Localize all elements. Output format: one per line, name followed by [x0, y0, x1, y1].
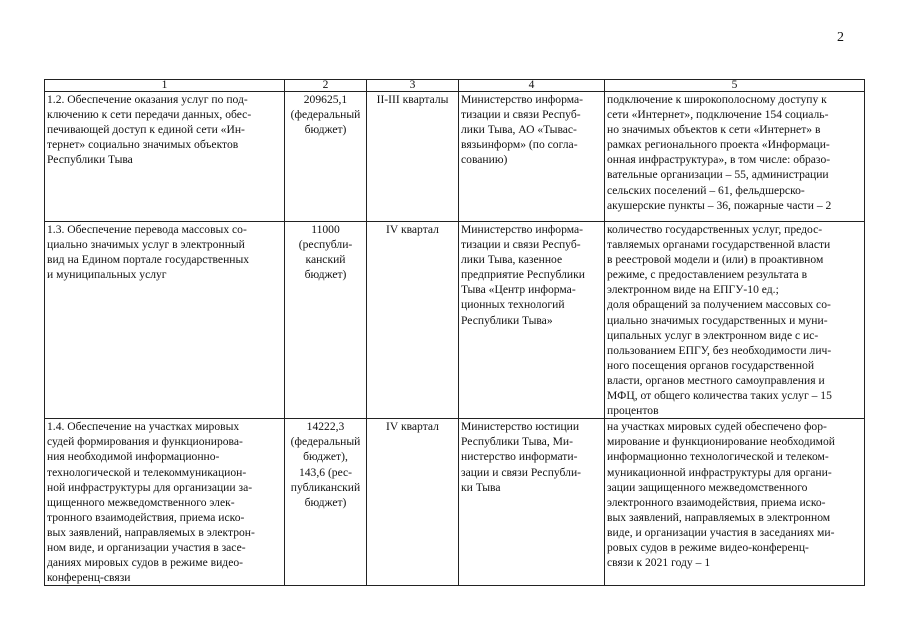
header-col-5: 5	[605, 80, 865, 92]
text-line: бюджет)	[304, 495, 347, 509]
header-col-1: 1	[45, 80, 285, 92]
text-line: Тыва «Центр информа-	[461, 283, 576, 297]
deadline-cell	[367, 222, 459, 419]
text-line: лики Тыва, казенное	[461, 253, 563, 267]
text-line: IV квартал	[386, 420, 439, 434]
text-line: муникационной инфраструктуры для органи-	[607, 465, 832, 479]
table-row	[45, 419, 865, 586]
deadline-cell	[367, 92, 459, 222]
text-line: электронном виде на ЕПГУ-10 ед.;	[607, 283, 779, 297]
text-line: Министерство информа-	[461, 93, 583, 106]
text-line: 1.4. Обеспечение на участках мировых	[47, 420, 240, 434]
funding-cell	[285, 419, 367, 586]
text-line: вид на Едином портале государственных	[47, 253, 250, 267]
text-line: печивающей доступ к единой сети «Ин-	[47, 123, 245, 137]
text-line: электронного взаимодействия, приема иско-	[607, 495, 826, 509]
text-line: ки Тыва	[461, 480, 501, 494]
text-line: онная инфраструктура», в том числе: образо-	[607, 153, 831, 167]
result-cell	[605, 92, 865, 222]
text-line: ципальных услуг в электронном виде с ис-	[607, 328, 819, 342]
text-line: 1.2. Обеспечение оказания услуг по под-	[47, 93, 248, 106]
text-line: (республи-	[298, 238, 353, 252]
text-line: технологической и телекоммуникацион-	[47, 465, 247, 479]
text-line: Республики Тыва»	[461, 313, 553, 327]
header-col-2: 2	[285, 80, 367, 92]
text-line: (федеральный	[290, 435, 361, 449]
text-line: вых заявлений, направляемых в электрон-	[47, 525, 255, 539]
text-line: сельских поселений – 61, фельдшерско-	[607, 183, 805, 197]
text-line: ключению к сети передачи данных, обес-	[47, 108, 252, 122]
text-line: зации и связи Республи-	[461, 465, 582, 479]
text-line: вых заявлений, направляемых в электронном	[607, 510, 831, 524]
text-line: тронного взаимодействия, приема иско-	[47, 510, 245, 524]
measures-table	[44, 79, 865, 586]
text-line: вязьинформ» (по согла-	[461, 138, 578, 152]
funding-cell	[285, 222, 367, 419]
text-line: виде, и организации участия в заседаниях ми-	[607, 525, 835, 539]
text-line: мирование и функционирование необходимой	[607, 435, 836, 449]
text-line: Министерство юстиции	[461, 420, 580, 434]
text-line: 143,6 (рес-	[298, 465, 353, 479]
text-line: ного посещения органов государственной	[607, 358, 815, 372]
responsible-cell	[459, 92, 605, 222]
text-line: связи к 2021 году – 1	[607, 556, 711, 570]
text-line: режиме, с предоставлением результата в	[607, 268, 808, 282]
header-col-4: 4	[459, 80, 605, 92]
measure-cell	[45, 419, 285, 586]
text-line: Республики Тыва, Ми-	[461, 435, 573, 449]
text-line: циально значимых услуг в электронный	[47, 238, 245, 252]
measure-cell	[45, 222, 285, 419]
text-line: канский	[305, 253, 346, 267]
funding-cell	[285, 92, 367, 222]
text-line: подключение к широкополосному доступу к	[607, 93, 827, 106]
responsible-cell	[459, 419, 605, 586]
page-number: 2	[837, 30, 844, 45]
text-line: Республики Тыва	[47, 153, 133, 167]
text-line: предприятие Республики	[461, 268, 585, 282]
text-line: тизации и связи Респуб-	[461, 108, 581, 122]
text-line: рамках регионального проекта «Информаци-	[607, 138, 830, 152]
text-line: бюджет)	[304, 123, 347, 137]
text-line: и муниципальных услуг	[47, 268, 167, 282]
text-line: бюджет)	[304, 268, 347, 282]
text-line: лики Тыва, АО «Тывас-	[461, 123, 577, 137]
result-cell	[605, 419, 865, 586]
text-line: ной инфраструктуры для организации за-	[47, 480, 253, 494]
text-line: (федеральный	[290, 108, 361, 122]
text-line: 209625,1	[303, 93, 348, 106]
text-line: конференц-связи	[47, 571, 131, 585]
text-line: тернет» социально значимых объектов	[47, 138, 239, 152]
text-line: щищенного межведомственного элек-	[47, 495, 235, 509]
text-line: МФЦ, от общего количества таких услуг – 15	[607, 389, 832, 403]
text-line: власти, органов местного самоуправления и	[607, 373, 825, 387]
text-line: тизации и связи Респуб-	[461, 238, 581, 252]
result-cell	[605, 222, 865, 419]
text-line: 11000	[311, 223, 340, 236]
text-line: ном виде, и организации участия в засе-	[47, 540, 246, 554]
deadline-cell	[367, 419, 459, 586]
text-line: доля обращений за получением массовых со-	[607, 298, 831, 312]
text-line: ционных технологий	[461, 298, 565, 312]
text-line: судей формирования и функционирова-	[47, 435, 243, 449]
text-line: акушерские пункты – 36, пожарные части – 2	[607, 198, 832, 212]
text-line: сованию)	[461, 153, 508, 167]
text-line: IV квартал	[386, 223, 439, 236]
text-line: тавляемых органами государственной власти	[607, 238, 831, 252]
text-line: зации защищенного межведомственного	[607, 480, 808, 494]
text-line: циально значимых государственных и муни-	[607, 313, 828, 327]
text-line: даниях мировых судов в режиме видео-	[47, 556, 243, 570]
text-line: 14222,3	[306, 420, 345, 434]
text-line: в реестровой модели и (или) в проактивном	[607, 253, 824, 267]
text-line: бюджет),	[303, 450, 348, 464]
measure-cell	[45, 92, 285, 222]
text-line: но значимых объектов к сети «Интернет» в	[607, 123, 821, 137]
text-line: публиканский	[290, 480, 361, 494]
text-line: Министерство информа-	[461, 223, 583, 236]
text-line: II-III кварталы	[376, 93, 449, 106]
responsible-cell	[459, 222, 605, 419]
text-line: на участках мировых судей обеспечено фор-	[607, 420, 827, 434]
text-line: информационно технологической и телеком-	[607, 450, 829, 464]
table-header-row	[45, 80, 865, 92]
text-line: сети «Интернет», подключение 154 социаль-	[607, 108, 829, 122]
text-line: вательные организации – 55, администрации	[607, 168, 829, 182]
text-line: пользованием ЕПГУ, без необходимости лич-	[607, 343, 832, 357]
text-line: 1.3. Обеспечение перевода массовых со-	[47, 223, 247, 236]
text-line: ния необходимой информационно-	[47, 450, 220, 464]
table-row	[45, 92, 865, 222]
text-line: нистерство информати-	[461, 450, 578, 464]
header-col-3: 3	[367, 80, 459, 92]
text-line: ровых судов в режиме видео-конференц-	[607, 540, 809, 554]
text-line: процентов	[607, 404, 659, 418]
text-line: количество государственных услуг, предос-	[607, 223, 823, 236]
table-row	[45, 222, 865, 419]
